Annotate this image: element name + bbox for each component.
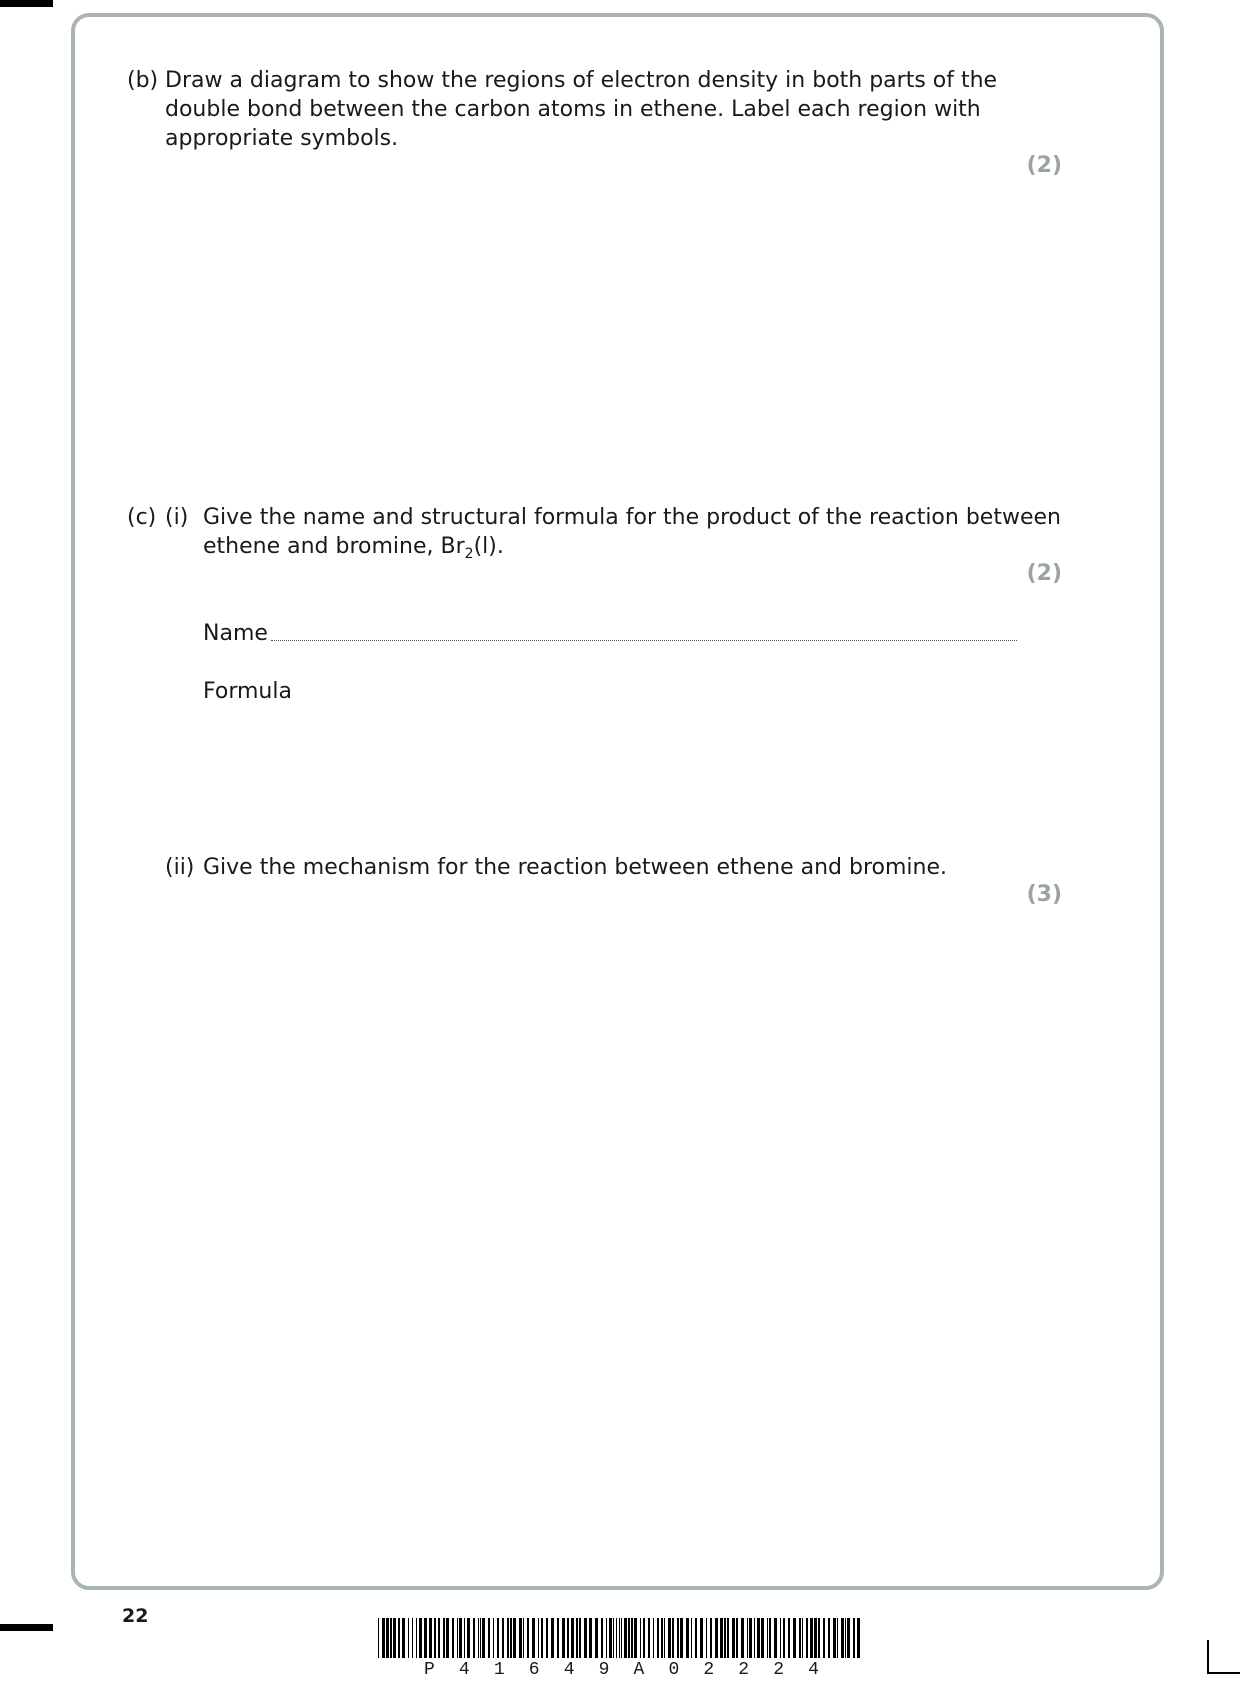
barcode-bar [624, 1618, 627, 1658]
formula-answer-area[interactable] [300, 670, 1020, 820]
barcode-bar [541, 1618, 543, 1658]
barcode-bar [833, 1618, 836, 1658]
barcode-bar [680, 1618, 683, 1658]
barcode-bar [661, 1618, 663, 1658]
barcode-bar [538, 1618, 539, 1658]
barcode-bar [510, 1618, 512, 1658]
question-b-label: (b) [127, 68, 159, 93]
barcode-bar [584, 1618, 587, 1658]
barcode-bar [567, 1618, 569, 1658]
barcode-bar [691, 1618, 692, 1658]
barcode-bar [706, 1618, 707, 1658]
barcode-bar [857, 1618, 860, 1658]
barcode-digit: 2 [738, 1660, 750, 1680]
barcode-bar [419, 1618, 422, 1658]
question-c-i-marks: (2) [1026, 561, 1062, 586]
barcode-bar [429, 1618, 432, 1658]
barcode-bar [769, 1618, 771, 1658]
barcode-bar [724, 1618, 726, 1658]
barcode-bar [814, 1618, 817, 1658]
barcode-bar [446, 1618, 449, 1658]
barcode-bar [482, 1618, 485, 1658]
barcode-digit: A [633, 1660, 645, 1680]
barcode-bar [640, 1618, 641, 1658]
question-c-ii-label: (ii) [165, 855, 195, 880]
barcode-bar [631, 1618, 633, 1658]
barcode-bar [595, 1618, 598, 1658]
registration-mark-top-left [0, 0, 53, 7]
barcode-bar [606, 1618, 607, 1658]
barcode-bar [757, 1618, 760, 1658]
barcode-bar [527, 1618, 529, 1658]
barcode-bar [609, 1618, 612, 1658]
question-c-ii-text: Give the mechanism for the reaction between ethene and bromine. [203, 855, 948, 880]
question-c-ii-answer-area[interactable] [120, 920, 1120, 1560]
barcode-bar [806, 1618, 808, 1658]
barcode-bar [562, 1618, 565, 1658]
barcode-bar [443, 1618, 445, 1658]
barcode-digit: 9 [598, 1660, 610, 1680]
question-b-text-line3: appropriate symbols. [165, 126, 399, 151]
registration-mark-bottom-left [0, 1624, 53, 1631]
barcode-digit: P [424, 1660, 435, 1680]
barcode-bar [715, 1618, 718, 1658]
barcode-bar [513, 1618, 516, 1658]
barcode-bar [452, 1618, 454, 1658]
barcode-bar [686, 1618, 689, 1658]
barcode-bar [390, 1618, 392, 1658]
barcode-bar [416, 1618, 417, 1658]
question-c-label: (c) [127, 505, 157, 530]
barcode-bar [557, 1618, 559, 1658]
barcode-digit: 0 [668, 1660, 680, 1680]
barcode-bar [386, 1618, 389, 1658]
barcode-bar [741, 1618, 744, 1658]
barcode-bar [616, 1618, 617, 1658]
barcode-bar [412, 1618, 413, 1658]
barcode-bar [546, 1618, 548, 1658]
barcode-bar [668, 1618, 671, 1658]
barcode-bar [634, 1618, 637, 1658]
barcode-bar [845, 1618, 846, 1658]
barcode-bar [464, 1618, 465, 1658]
question-c-i-label: (i) [165, 505, 189, 530]
barcode-bar [589, 1618, 592, 1658]
barcode [378, 1618, 862, 1658]
barcode-bar [802, 1618, 803, 1658]
barcode-text [424, 1660, 819, 1680]
barcode-bar [823, 1618, 825, 1658]
name-answer-line[interactable] [271, 640, 1017, 641]
barcode-bar [818, 1618, 820, 1658]
barcode-bar [478, 1618, 479, 1658]
barcode-bar [382, 1618, 385, 1658]
barcode-bar [601, 1618, 603, 1658]
barcode-bar [783, 1618, 785, 1658]
question-b-marks: (2) [1026, 153, 1062, 178]
barcode-bar [459, 1618, 462, 1658]
question-c-ii-marks: (3) [1026, 882, 1062, 907]
barcode-bar [579, 1618, 581, 1658]
barcode-bar [488, 1618, 490, 1658]
barcode-bar [519, 1618, 522, 1658]
barcode-bar [841, 1618, 844, 1658]
barcode-digit: 2 [703, 1660, 715, 1680]
name-label: Name [203, 621, 268, 646]
question-b-answer-area[interactable] [120, 190, 1120, 490]
barcode-bar [780, 1618, 781, 1658]
barcode-bar [793, 1618, 796, 1658]
barcode-bar [424, 1618, 427, 1658]
barcode-bar [799, 1618, 801, 1658]
barcode-bar [700, 1618, 703, 1658]
barcode-bar [507, 1618, 509, 1658]
barcode-bar [828, 1618, 830, 1658]
barcode-bar [378, 1618, 379, 1658]
barcode-bar [457, 1618, 458, 1658]
question-b-text-line2: double bond between the carbon atoms in ethene. Label each region with [165, 97, 981, 122]
barcode-digit: 2 [773, 1660, 785, 1680]
barcode-bar [467, 1618, 470, 1658]
barcode-bar [551, 1618, 554, 1658]
question-c-i-subscript: 2 [464, 546, 474, 562]
barcode-bar [788, 1618, 790, 1658]
barcode-digit: 4 [458, 1660, 470, 1680]
barcode-bar [648, 1618, 650, 1658]
barcode-bar [761, 1618, 764, 1658]
barcode-bar [767, 1618, 768, 1658]
barcode-bar [736, 1618, 738, 1658]
barcode-bar [532, 1618, 535, 1658]
barcode-bar [408, 1618, 409, 1658]
barcode-bar [628, 1618, 630, 1658]
barcode-bar [664, 1618, 665, 1658]
question-c-i-text-line2-pre: ethene and bromine, Br [203, 534, 465, 559]
barcode-bar [438, 1618, 440, 1658]
barcode-bar [847, 1618, 850, 1658]
barcode-bar [393, 1618, 396, 1658]
barcode-bar [619, 1618, 620, 1658]
barcode-bar [402, 1618, 405, 1658]
barcode-bar [473, 1618, 475, 1658]
barcode-bar [732, 1618, 735, 1658]
barcode-bar [497, 1618, 499, 1658]
barcode-bar [853, 1618, 855, 1658]
barcode-bar [571, 1618, 574, 1658]
question-c-i-text-line1: Give the name and structural formula for the product of the reaction between [203, 505, 1061, 530]
barcode-bar [720, 1618, 723, 1658]
barcode-digit: 4 [808, 1660, 819, 1680]
barcode-bar [398, 1618, 400, 1658]
barcode-bar [502, 1618, 504, 1658]
barcode-bar [695, 1618, 697, 1658]
barcode-bar [710, 1618, 712, 1658]
barcode-bar [480, 1618, 481, 1658]
barcode-bar [576, 1618, 578, 1658]
question-c-i-text-line2 [203, 532, 504, 561]
question-c-i-text-line2-post: (l). [473, 534, 504, 559]
barcode-bar [749, 1618, 752, 1658]
barcode-bar [653, 1618, 654, 1658]
barcode-bar [434, 1618, 436, 1658]
barcode-bar [837, 1618, 838, 1658]
barcode-bar [643, 1618, 645, 1658]
barcode-bar [657, 1618, 659, 1658]
barcode-bar [493, 1618, 494, 1658]
barcode-bar [774, 1618, 777, 1658]
barcode-bar [810, 1618, 813, 1658]
barcode-digit: 1 [493, 1660, 505, 1680]
barcode-bar [754, 1618, 755, 1658]
registration-mark-bottom-right-vertical [1207, 1640, 1209, 1673]
page-number: 22 [122, 1605, 149, 1627]
barcode-bar [677, 1618, 679, 1658]
barcode-bar [621, 1618, 622, 1658]
barcode-bar [727, 1618, 729, 1658]
barcode-bar [613, 1618, 614, 1658]
question-b-text-line1: Draw a diagram to show the regions of electron density in both parts of the [165, 68, 998, 93]
barcode-bar [747, 1618, 748, 1658]
barcode-bar [523, 1618, 524, 1658]
barcode-digit: 6 [528, 1660, 540, 1680]
formula-label: Formula [203, 679, 292, 704]
barcode-digit: 4 [563, 1660, 575, 1680]
barcode-bar [672, 1618, 674, 1658]
registration-mark-bottom-right [1207, 1672, 1240, 1674]
